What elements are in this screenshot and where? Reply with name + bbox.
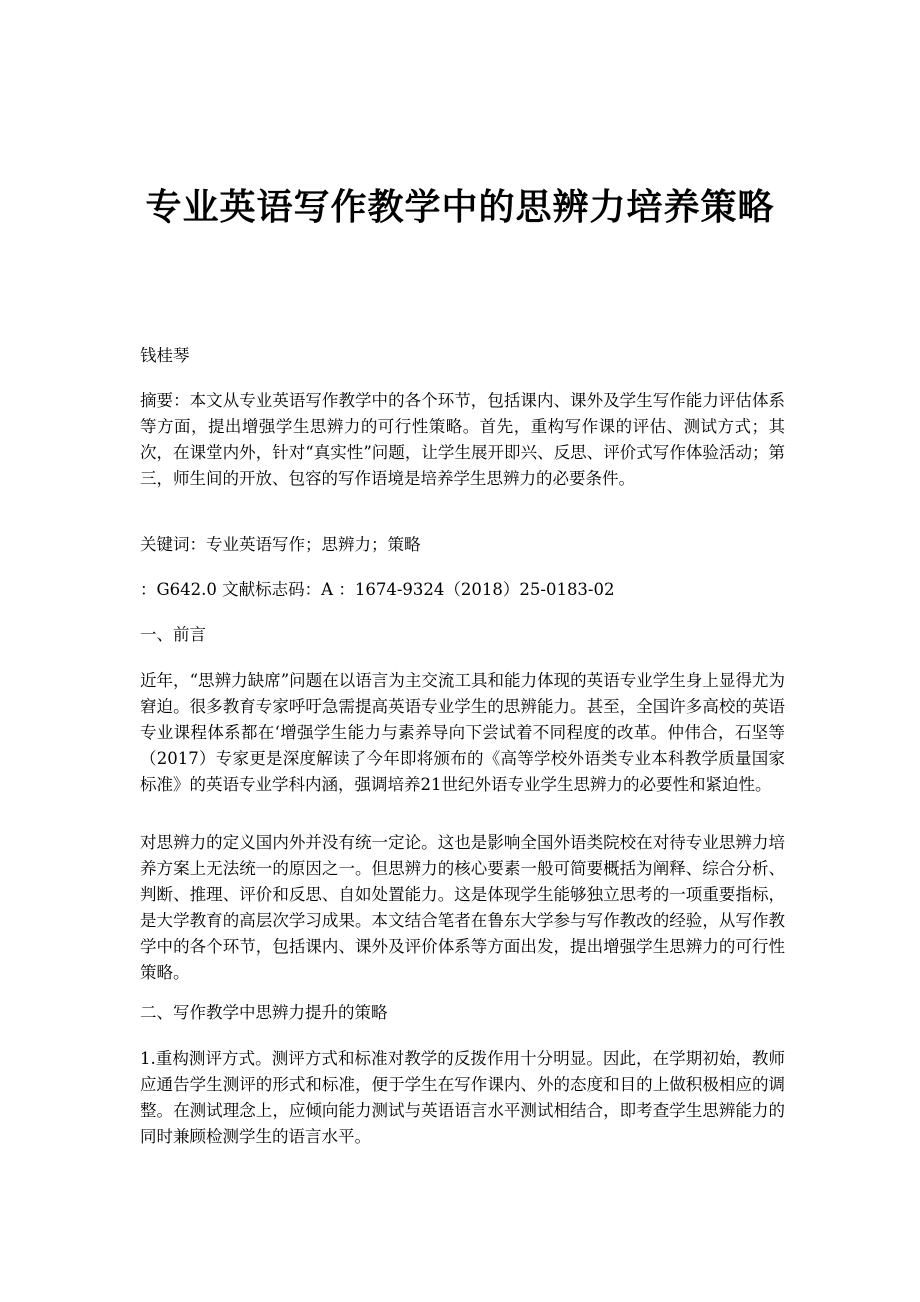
classification-line: ：G642.0 文献标志码：A ：1674-9324（2018）25-0183-02 (140, 580, 615, 599)
abstract-paragraph: 摘要：本文从专业英语写作教学中的各个环节，包括课内、课外及学生写作能力评估体系等方面，提出增强学生思辨力的可行性策略。首先，重构写作课的评估、测试方式；其次，在课堂内外，针对“真实性”问题，让学生展开即兴、反思、评价式写作体验活动；第三，师生间的开放、包容的写作语境是培养学生思辨力的必要条件。 (140, 391, 785, 488)
author-name: 钱桂琴 (140, 346, 190, 365)
section-heading-introduction: 一、前言 (140, 625, 206, 644)
body-paragraph: 近年，“思辨力缺席”问题在以语言为主交流工具和能力体现的英语专业学生身上显得尤为窘迫。很多教育专家呼吁急需提高英语专业学生的思辨能力。甚至，全国许多高校的英语专业课程体系都在‘增强学生能力与素养导向下尝试着不同程度的改革。仲伟合，石坚等（2017）专家更是深度解读了今年即将颁布的《高等学校外语类专业本科教学质量国家标准》的英语专业学科内涵，强调培养21世纪外语专业学生思辨力的必要性和紧迫性。 (140, 671, 785, 794)
document-title: 专业英语写作教学中的思辨力培养策略 (145, 186, 775, 228)
body-paragraph: 对思辨力的定义国内外并没有统一定论。这也是影响全国外语类院校在对待专业思辨力培养方案上无法统一的原因之一。但思辨力的核心要素一般可简要概括为阐释、综合分析、判断、推理、评价和反思、自如处置能力。这是体现学生能够独立思考的一项重要指标，是大学教育的高层次学习成果。本文结合笔者在鲁东大学参与写作教改的经验，从写作教学中的各个环节，包括课内、课外及评价体系等方面出发，提出增强学生思辨力的可行性策略。 (140, 833, 785, 982)
section-heading-strategies: 二、写作教学中思辨力提升的策略 (140, 1003, 388, 1022)
keywords-line: 关键词：专业英语写作；思辨力；策略 (140, 535, 421, 554)
body-paragraph: 1.重构测评方式。测评方式和标准对教学的反拨作用十分明显。因此，在学期初始，教师应通告学生测评的形式和标准，便于学生在写作课内、外的态度和目的上做积极相应的调整。在测试理念上，应倾向能力测试与英语语言水平测试相结合，即考查学生思辨能力的同时兼顾检测学生的语言水平。 (140, 1049, 785, 1146)
